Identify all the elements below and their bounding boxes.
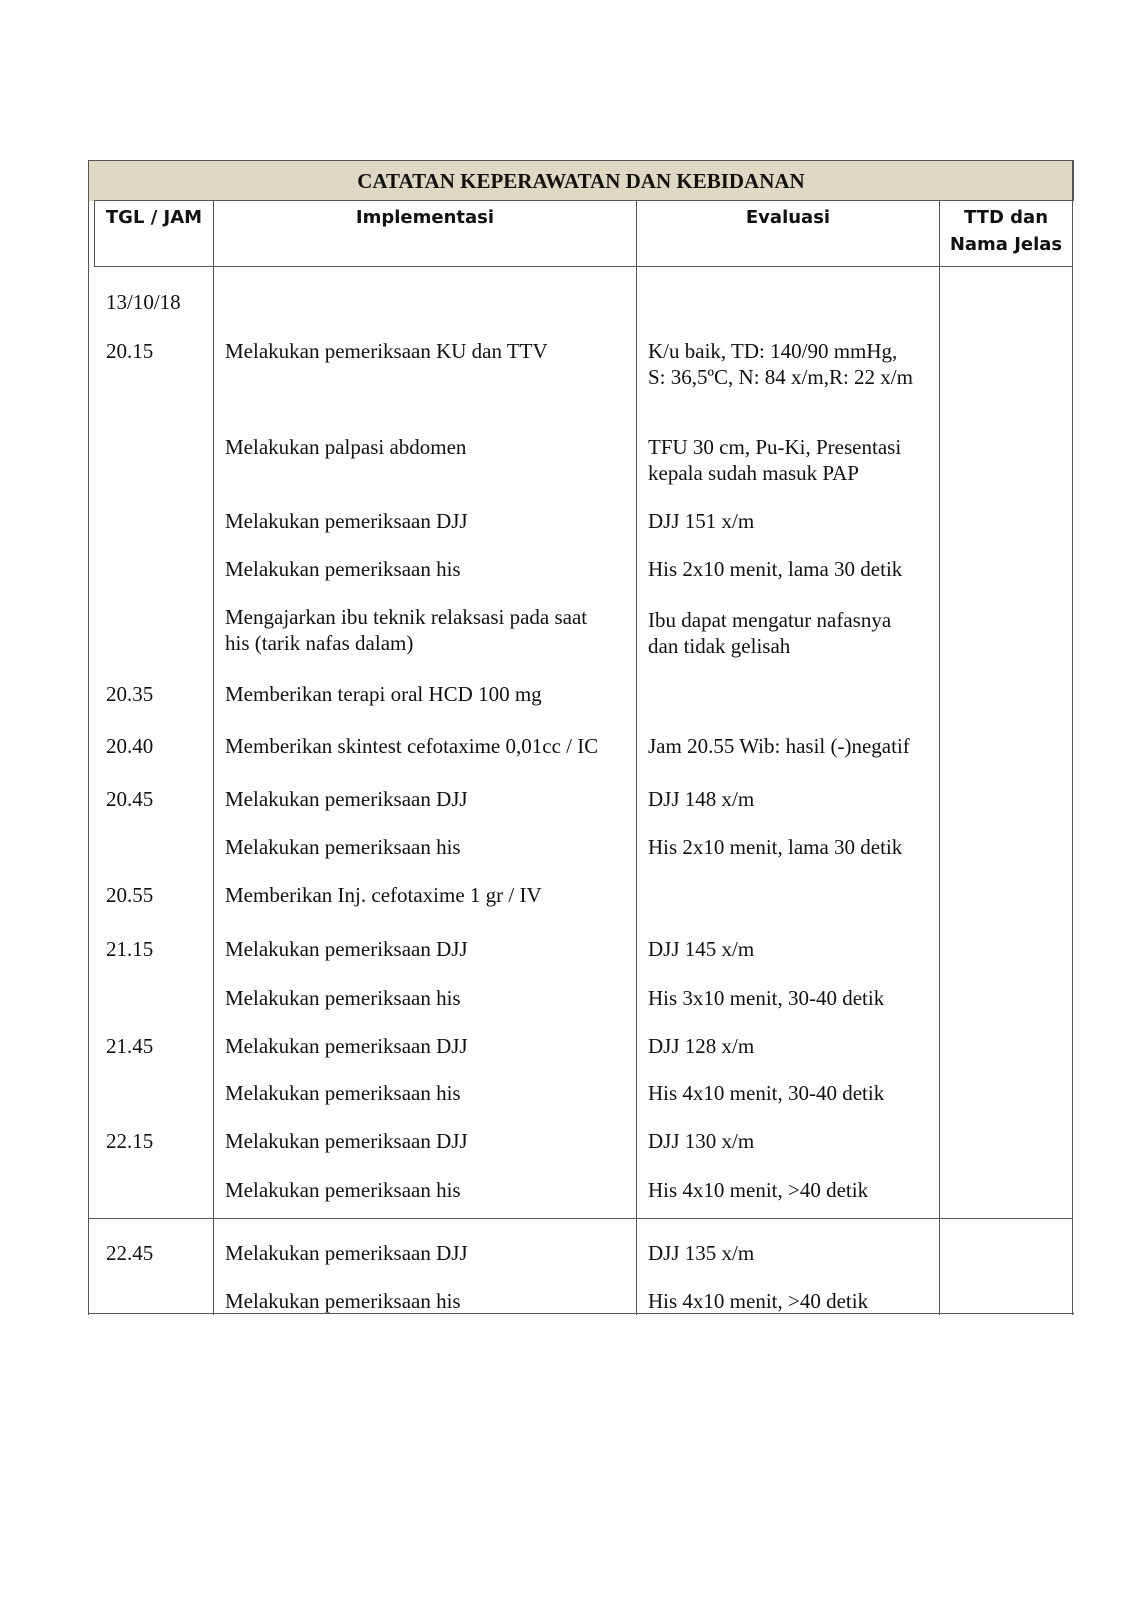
row-evaluation: kepala sudah masuk PAP bbox=[648, 461, 859, 485]
row-evaluation: His 4x10 menit, 30-40 detik bbox=[648, 1081, 885, 1105]
header-signature-line2: Nama Jelas bbox=[949, 234, 1063, 255]
row-implementation: Melakukan pemeriksaan DJJ bbox=[225, 1034, 468, 1058]
table-left-border bbox=[88, 160, 89, 1315]
row-implementation: Melakukan pemeriksaan his bbox=[225, 1289, 461, 1313]
row-evaluation: DJJ 145 x/m bbox=[648, 937, 755, 961]
row-evaluation: dan tidak gelisah bbox=[648, 634, 791, 658]
row-implementation: Melakukan palpasi abdomen bbox=[225, 435, 467, 459]
record-date: 13/10/18 bbox=[106, 290, 181, 314]
table-right-border bbox=[1072, 160, 1073, 1315]
row-evaluation: His 2x10 menit, lama 30 detik bbox=[648, 557, 903, 581]
row-time: 22.15 bbox=[106, 1129, 154, 1153]
header-signature-line1: TTD dan bbox=[963, 207, 1049, 228]
header-implementation: Implementasi bbox=[355, 207, 495, 228]
row-time: 22.45 bbox=[106, 1241, 154, 1265]
row-implementation: Melakukan pemeriksaan DJJ bbox=[225, 1129, 468, 1153]
row-evaluation: His 4x10 menit, >40 detik bbox=[648, 1289, 869, 1313]
row-evaluation: DJJ 135 x/m bbox=[648, 1241, 755, 1265]
row-time: 21.15 bbox=[106, 937, 154, 961]
row-time: 20.55 bbox=[106, 883, 154, 907]
column-divider-2 bbox=[636, 200, 637, 1315]
row-evaluation: DJJ 128 x/m bbox=[648, 1034, 755, 1058]
column-divider-3 bbox=[939, 200, 940, 1315]
row-evaluation: His 2x10 menit, lama 30 detik bbox=[648, 835, 903, 859]
header-top-border bbox=[94, 200, 1072, 201]
row-evaluation: DJJ 130 x/m bbox=[648, 1129, 755, 1153]
row-implementation: Mengajarkan ibu teknik relaksasi pada saat bbox=[225, 605, 588, 629]
document-title: CATATAN KEPERAWATAN DAN KEBIDANAN bbox=[88, 161, 1074, 201]
column-divider-1 bbox=[213, 200, 214, 1315]
row-time: 21.45 bbox=[106, 1034, 154, 1058]
row-implementation: Melakukan pemeriksaan his bbox=[225, 1178, 461, 1202]
row-implementation: Melakukan pemeriksaan his bbox=[225, 1081, 461, 1105]
row-implementation: his (tarik nafas dalam) bbox=[225, 631, 414, 655]
header-evaluation: Evaluasi bbox=[745, 207, 831, 228]
row-time: 20.15 bbox=[106, 339, 154, 363]
row-implementation: Melakukan pemeriksaan KU dan TTV bbox=[225, 339, 548, 363]
row-implementation: Melakukan pemeriksaan DJJ bbox=[225, 937, 468, 961]
row-time: 20.40 bbox=[106, 734, 154, 758]
row-evaluation: DJJ 151 x/m bbox=[648, 509, 755, 533]
row-evaluation: His 4x10 menit, >40 detik bbox=[648, 1178, 869, 1202]
header-left-border bbox=[94, 200, 95, 267]
row-evaluation: K/u baik, TD: 140/90 mmHg, bbox=[648, 339, 898, 363]
row-evaluation: Ibu dapat mengatur nafasnya bbox=[648, 608, 892, 632]
row-evaluation: Jam 20.55 Wib: hasil (-)negatif bbox=[648, 734, 910, 758]
row-evaluation: TFU 30 cm, Pu-Ki, Presentasi bbox=[648, 435, 902, 459]
row-implementation: Melakukan pemeriksaan DJJ bbox=[225, 787, 468, 811]
row-evaluation: DJJ 148 x/m bbox=[648, 787, 755, 811]
row-implementation: Melakukan pemeriksaan DJJ bbox=[225, 509, 468, 533]
header-signature bbox=[941, 204, 1071, 258]
row-implementation: Memberikan terapi oral HCD 100 mg bbox=[225, 682, 542, 706]
row-implementation: Memberikan skintest cefotaxime 0,01cc / IC bbox=[225, 734, 599, 758]
row-evaluation: His 3x10 menit, 30-40 detik bbox=[648, 986, 885, 1010]
row-implementation: Melakukan pemeriksaan his bbox=[225, 557, 461, 581]
row-time: 20.35 bbox=[106, 682, 154, 706]
row-time: 20.45 bbox=[106, 787, 154, 811]
row-evaluation: S: 36,5ºC, N: 84 x/m,R: 22 x/m bbox=[648, 365, 913, 389]
row-separator bbox=[88, 1218, 1072, 1219]
row-implementation: Melakukan pemeriksaan DJJ bbox=[225, 1241, 468, 1265]
row-implementation: Melakukan pemeriksaan his bbox=[225, 986, 461, 1010]
row-implementation: Melakukan pemeriksaan his bbox=[225, 835, 461, 859]
header-date-time: TGL / JAM bbox=[105, 207, 203, 228]
row-implementation: Memberikan Inj. cefotaxime 1 gr / IV bbox=[225, 883, 542, 907]
header-bottom-border bbox=[94, 266, 1072, 267]
